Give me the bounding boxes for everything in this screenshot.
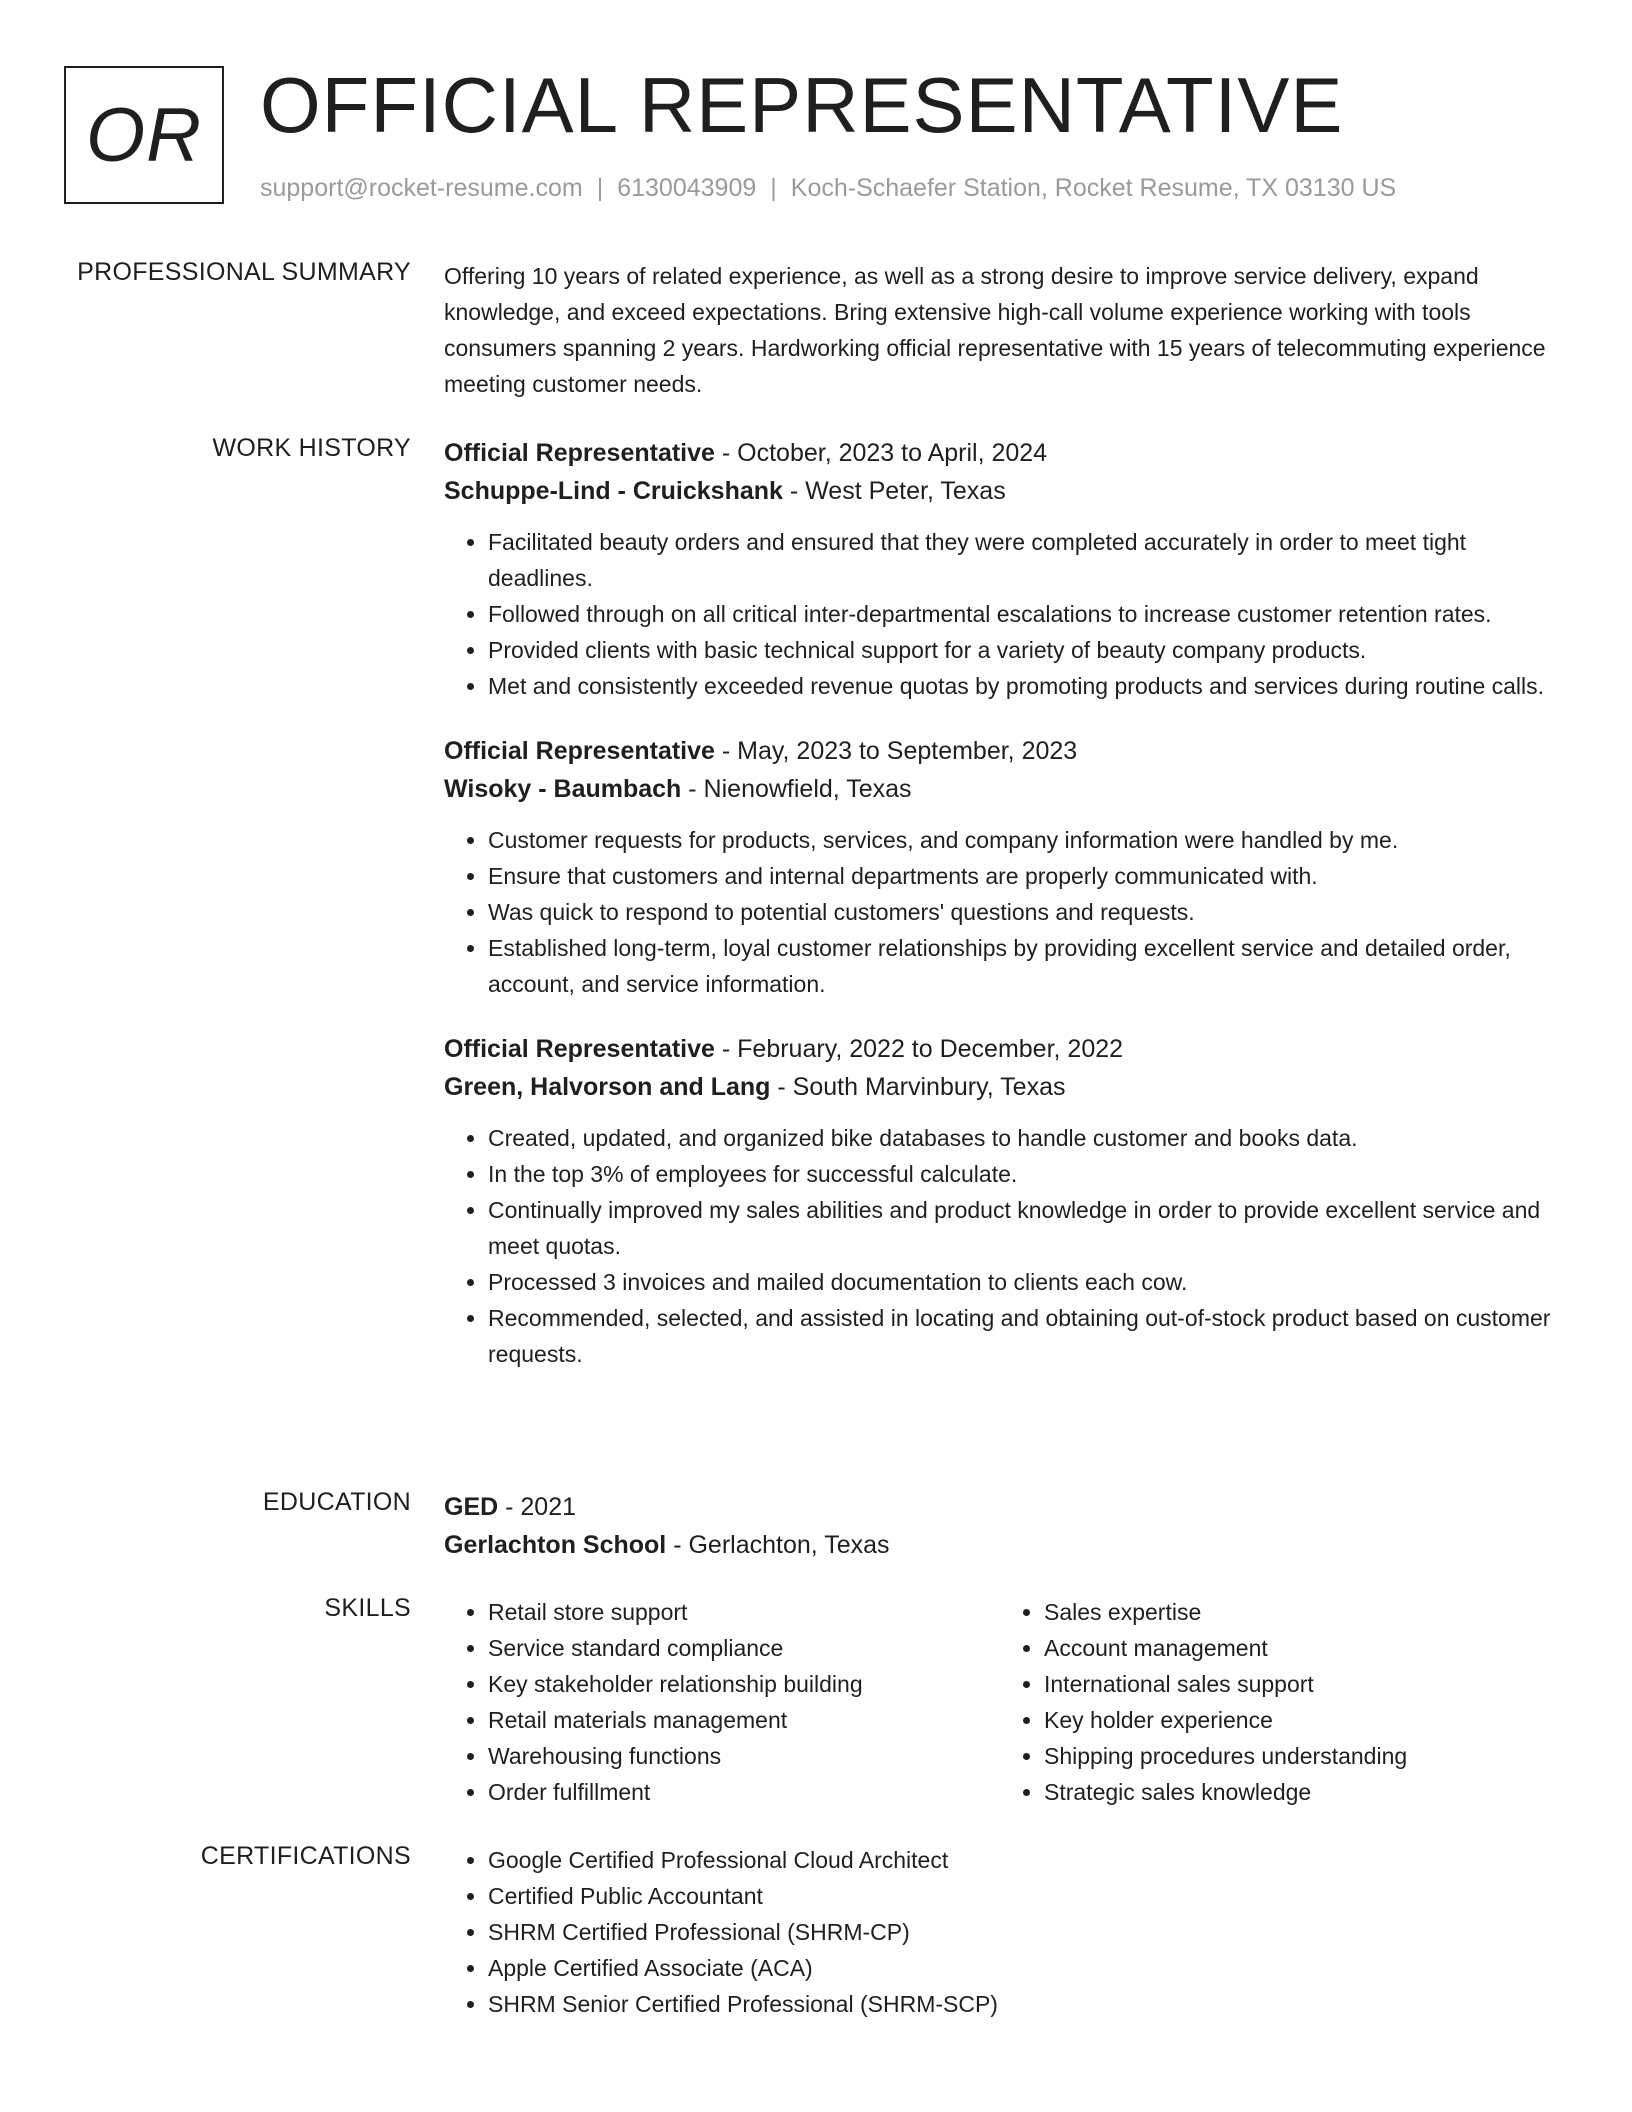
skill-item: • Warehousing functions — [488, 1738, 1000, 1774]
job-location: - South Marvinbury, Texas — [770, 1073, 1066, 1101]
job-bullet: • Met and consistently exceeded revenue quotas by promoting products and services during routine calls. — [488, 668, 1556, 704]
job-bullets — [444, 1120, 1556, 1372]
monogram-badge: OR — [64, 66, 224, 204]
certification-item: • Certified Public Accountant — [488, 1878, 1556, 1914]
certification-item: • Google Certified Professional Cloud Architect — [488, 1842, 1556, 1878]
section-label-certifications: CERTIFICATIONS — [200, 1842, 411, 1870]
job-title: Official Representative — [444, 439, 715, 467]
certifications-list — [444, 1842, 1556, 2022]
contact-phone[interactable]: 6130043909 — [617, 174, 757, 202]
contact-separator: | — [770, 174, 777, 202]
job-bullet: • Provided clients with basic technical support for a variety of beauty company products. — [488, 632, 1556, 668]
job-company-line — [444, 1068, 1556, 1106]
certification-item: • Apple Certified Associate (ACA) — [488, 1950, 1556, 1986]
contact-address: Koch-Schaefer Station, Rocket Resume, TX 03130 US — [790, 174, 1397, 202]
job-bullet: • Continually improved my sales abilities and product knowledge in order to provide excellent service and meet quotas. — [488, 1192, 1556, 1264]
skill-item: • Key holder experience — [1044, 1702, 1556, 1738]
section-label-summary: PROFESSIONAL SUMMARY — [77, 258, 411, 286]
job-title: Official Representative — [444, 737, 715, 765]
contact-email[interactable]: support@rocket-resume.com — [260, 174, 583, 202]
education-degree: GED — [444, 1493, 499, 1521]
contact-line — [260, 174, 1396, 203]
skill-item: • International sales support — [1044, 1666, 1556, 1702]
education-location: - Gerlachton, Texas — [666, 1531, 890, 1559]
job-title-line — [444, 1030, 1556, 1068]
skill-item: • Shipping procedures understanding — [1044, 1738, 1556, 1774]
job-bullet: • Created, updated, and organized bike databases to handle customer and books data. — [488, 1120, 1556, 1156]
job-bullet: • Followed through on all critical inter-departmental escalations to increase customer retention rates. — [488, 596, 1556, 632]
job-title-line — [444, 434, 1556, 472]
job-bullet: • Was quick to respond to potential customers' questions and requests. — [488, 894, 1556, 930]
job-dates: - May, 2023 to September, 2023 — [714, 737, 1078, 765]
job-company-line — [444, 770, 1556, 808]
skills-column-left — [444, 1594, 1000, 1810]
summary-text: Offering 10 years of related experience, as well as a strong desire to improve service delivery, expand knowledge, and exceed expectations. Bring extensive high-call volume experience working with tools consumers spanning 2 years. Hardworking official representative with 15 years of telecommuting experience meeting customer needs. — [444, 263, 1546, 397]
job-bullet: • Established long-term, loyal customer relationships by providing excellent service and detailed order, account, and service information. — [488, 930, 1556, 1002]
section-label-skills: SKILLS — [324, 1594, 411, 1622]
certification-item: • SHRM Senior Certified Professional (SHRM-SCP) — [488, 1986, 1556, 2022]
certification-item: • SHRM Certified Professional (SHRM-CP) — [488, 1914, 1556, 1950]
section-label-work-history: WORK HISTORY — [212, 434, 411, 462]
skill-item: • Order fulfillment — [488, 1774, 1000, 1810]
skill-item: • Retail materials management — [488, 1702, 1000, 1738]
job-dates: - October, 2023 to April, 2024 — [714, 439, 1048, 467]
skill-item: • Key stakeholder relationship building — [488, 1666, 1000, 1702]
candidate-name: OFFICIAL REPRESENTATIVE — [260, 61, 1344, 149]
job-dates: - February, 2022 to December, 2022 — [714, 1035, 1124, 1063]
education-year: - 2021 — [498, 1493, 577, 1521]
job-bullet: • Ensure that customers and internal departments are properly communicated with. — [488, 858, 1556, 894]
job-company: Wisoky - Baumbach — [444, 775, 682, 803]
job-company: Green, Halvorson and Lang — [444, 1073, 771, 1101]
job-entry — [444, 732, 1556, 1002]
job-bullet: • Recommended, selected, and assisted in locating and obtaining out-of-stock product based on customer requests. — [488, 1300, 1556, 1372]
job-bullet: • Facilitated beauty orders and ensured that they were completed accurately in order to meet tight deadlines. — [488, 524, 1556, 596]
skill-item: • Retail store support — [488, 1594, 1000, 1630]
job-entry — [444, 434, 1556, 704]
skill-item: • Account management — [1044, 1630, 1556, 1666]
education-school: Gerlachton School — [444, 1531, 667, 1559]
job-bullets — [444, 524, 1556, 704]
education-degree-line — [444, 1488, 1556, 1526]
job-bullet: • In the top 3% of employees for successful calculate. — [488, 1156, 1556, 1192]
section-label-education: EDUCATION — [262, 1488, 411, 1516]
job-bullet: • Processed 3 invoices and mailed documentation to clients each cow. — [488, 1264, 1556, 1300]
job-title-line — [444, 732, 1556, 770]
job-company-line — [444, 472, 1556, 510]
resume-header — [64, 61, 1564, 214]
skills-column-right — [1000, 1594, 1556, 1810]
job-location: - Nienowfield, Texas — [681, 775, 912, 803]
education-school-line — [444, 1526, 1556, 1564]
job-location: - West Peter, Texas — [782, 477, 1006, 505]
skill-item: • Strategic sales knowledge — [1044, 1774, 1556, 1810]
job-entry — [444, 1030, 1556, 1372]
job-title: Official Representative — [444, 1035, 715, 1063]
job-bullet: • Customer requests for products, services, and company information were handled by me. — [488, 822, 1556, 858]
contact-separator: | — [596, 174, 604, 202]
job-bullets — [444, 822, 1556, 1002]
skill-item: • Service standard compliance — [488, 1630, 1000, 1666]
job-company: Schuppe-Lind - Cruickshank — [444, 477, 783, 505]
skill-item: • Sales expertise — [1044, 1594, 1556, 1630]
